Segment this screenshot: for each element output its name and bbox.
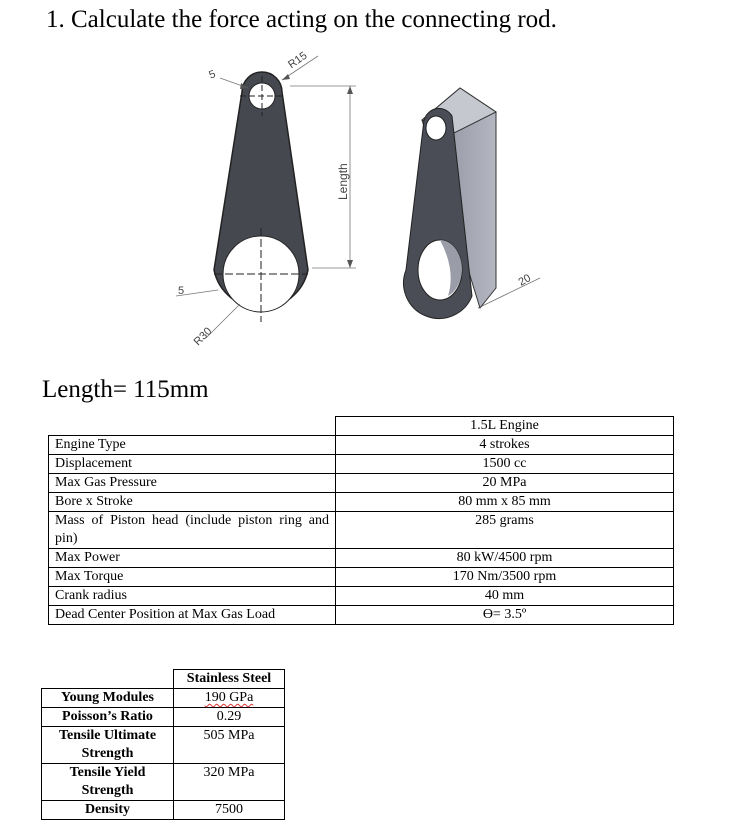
row-value: ϴ= 3.5º bbox=[336, 606, 674, 625]
table-row bbox=[49, 568, 674, 587]
row-label: Max Torque bbox=[49, 568, 336, 587]
row-value: 0.29 bbox=[174, 708, 285, 727]
row-value: 170 Nm/3500 rpm bbox=[336, 568, 674, 587]
row-label: Density bbox=[42, 801, 174, 820]
row-value: 80 mm x 85 mm bbox=[336, 493, 674, 512]
dim-length: Length bbox=[336, 163, 350, 200]
rod-front-view bbox=[214, 72, 308, 322]
connecting-rod-drawing bbox=[0, 40, 741, 360]
row-label: Max Power bbox=[49, 549, 336, 568]
row-label: Crank radius bbox=[49, 587, 336, 606]
rod-iso-view bbox=[404, 88, 496, 318]
row-value: 505 MPa bbox=[174, 727, 285, 764]
row-label: Tensile Yield Strength bbox=[42, 764, 174, 801]
row-label: Tensile Ultimate Strength bbox=[42, 727, 174, 764]
row-label: Max Gas Pressure bbox=[49, 474, 336, 493]
row-value: 20 MPa bbox=[336, 474, 674, 493]
material-table-header-row bbox=[42, 670, 285, 689]
table-row bbox=[49, 436, 674, 455]
dim-top-wall: 5 bbox=[207, 68, 218, 82]
row-label: Mass of Piston head (include piston ring and pin) bbox=[49, 512, 336, 549]
table-row bbox=[49, 474, 674, 493]
table-row bbox=[49, 512, 674, 549]
table-row bbox=[42, 689, 285, 708]
row-value: 4 strokes bbox=[336, 436, 674, 455]
row-value: 80 kW/4500 rpm bbox=[336, 549, 674, 568]
engine-table-header-row bbox=[49, 417, 674, 436]
row-value bbox=[174, 689, 285, 708]
row-value: 285 grams bbox=[336, 512, 674, 549]
dim-bottom-radius: R30 bbox=[191, 325, 215, 349]
material-properties-table bbox=[41, 669, 285, 820]
row-label: Engine Type bbox=[49, 436, 336, 455]
engine-spec-table bbox=[48, 416, 674, 625]
row-value: 320 MPa bbox=[174, 764, 285, 801]
row-value: 40 mm bbox=[336, 587, 674, 606]
dim-thickness: 20 bbox=[516, 272, 534, 289]
table-row bbox=[49, 549, 674, 568]
table-row bbox=[49, 493, 674, 512]
table-row bbox=[42, 708, 285, 727]
material-table-header: Stainless Steel bbox=[174, 670, 285, 689]
table-row bbox=[49, 606, 674, 625]
row-label: Displacement bbox=[49, 455, 336, 474]
table-row bbox=[42, 801, 285, 820]
row-value: 1500 cc bbox=[336, 455, 674, 474]
row-label: Poisson’s Ratio bbox=[42, 708, 174, 727]
dim-bottom-wall: 5 bbox=[178, 285, 185, 297]
table-row bbox=[42, 764, 285, 801]
row-label: Bore x Stroke bbox=[49, 493, 336, 512]
question-title: 1. Calculate the force acting on the connecting rod. bbox=[46, 6, 557, 33]
table-row bbox=[49, 455, 674, 474]
row-value: 7500 bbox=[174, 801, 285, 820]
engine-table-header: 1.5L Engine bbox=[336, 417, 674, 436]
row-label: Young Modules bbox=[42, 689, 174, 708]
row-value-text: 190 GPa bbox=[204, 690, 254, 705]
table-row bbox=[42, 727, 285, 764]
length-label: Length= 115mm bbox=[42, 376, 209, 403]
row-label: Dead Center Position at Max Gas Load bbox=[49, 606, 336, 625]
dim-top-radius: R15 bbox=[286, 49, 310, 72]
table-row bbox=[49, 587, 674, 606]
